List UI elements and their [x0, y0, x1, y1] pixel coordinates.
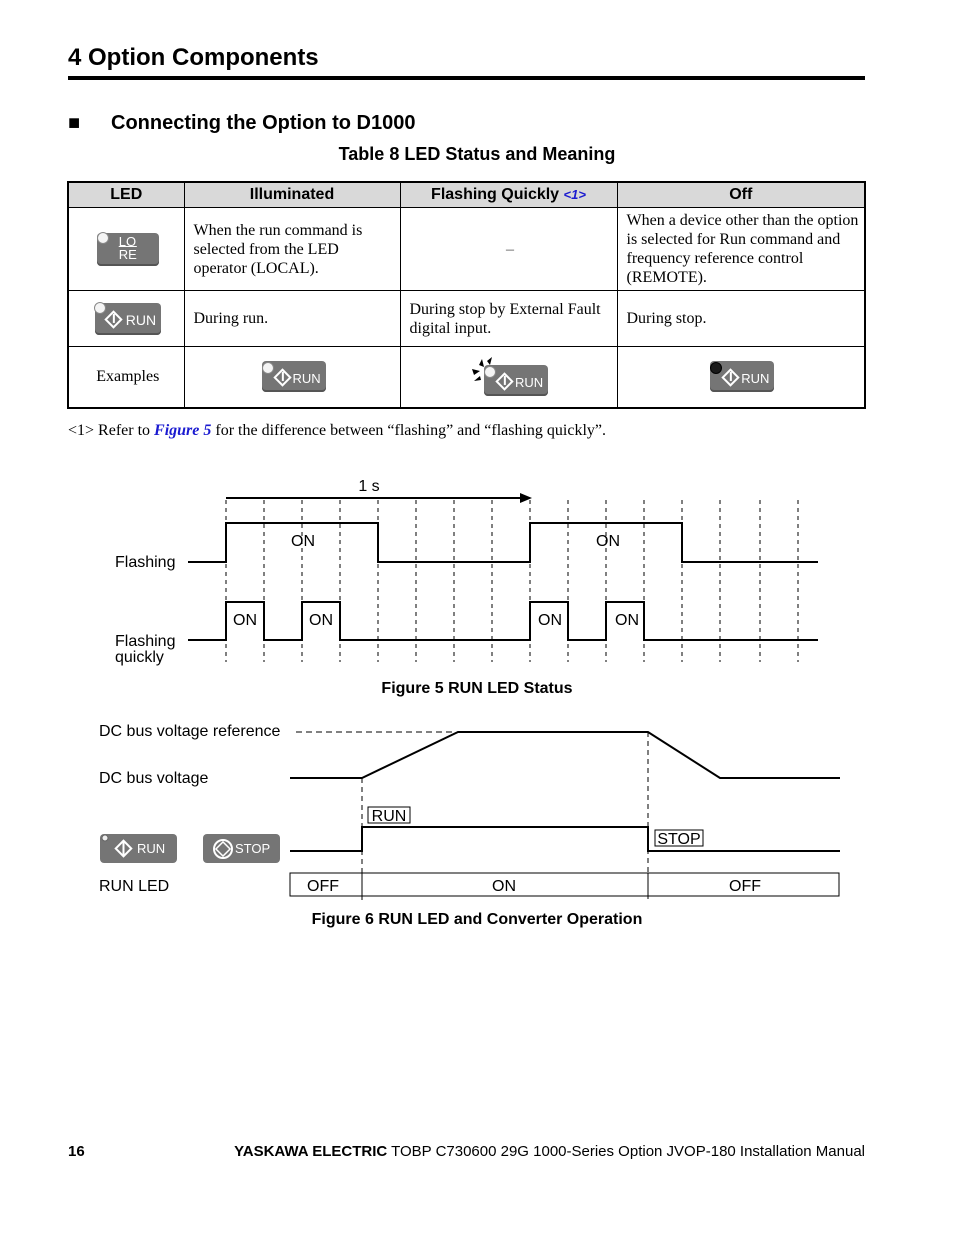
header-flashing-label: Flashing Quickly: [431, 186, 560, 203]
flashing-waveform: [188, 523, 818, 562]
run-label: RUN: [741, 371, 770, 387]
run-diamond-icon: [104, 310, 122, 328]
quick-label-line2: quickly: [115, 649, 164, 666]
cell-off: During stop.: [617, 291, 865, 347]
cell-off: When a device other than the option is selected for Run command and frequency reference control (REMOTE).: [617, 208, 865, 291]
voltage-label: DC bus voltage: [99, 770, 209, 787]
stop-tag: STOP: [657, 831, 701, 848]
cell-flashing: –: [400, 208, 617, 291]
figure5-caption: Figure 5 RUN LED Status: [381, 680, 573, 697]
on-label: ON: [596, 533, 620, 550]
quick-waveform: [188, 602, 818, 640]
cell-illuminated: During run.: [184, 291, 400, 347]
footer-manual: TOBP C730600 29G 1000-Series Option JVOP-180 Installation Manual: [387, 1143, 865, 1160]
footer-brand: YASKAWA ELECTRIC: [234, 1143, 388, 1160]
section-heading: [68, 112, 415, 135]
section-title: Connecting the Option to D1000: [111, 112, 416, 134]
footnote-prefix: <1> Refer to: [68, 422, 155, 439]
stop-button-image: [203, 834, 280, 863]
led-indicator-icon: [97, 232, 109, 244]
run-button-image: [95, 303, 161, 335]
time-gridlines: [226, 500, 798, 662]
on-label: ON: [291, 533, 315, 550]
figure6-diagram: [0, 715, 954, 905]
on-label: ON: [233, 612, 257, 629]
ref-label: DC bus voltage reference: [99, 723, 281, 740]
run-label: RUN: [515, 374, 544, 390]
stop-button-label: STOP: [235, 841, 271, 856]
run-button-image: [262, 361, 326, 392]
run-led-label: RUN LED: [99, 878, 170, 895]
lo-re-button-image: [97, 233, 159, 266]
lo-label: LO: [118, 233, 137, 249]
on-label: ON: [538, 612, 562, 629]
command-waveform: [290, 827, 840, 851]
table-row: [68, 291, 865, 347]
chapter-rule: [68, 76, 865, 80]
led-status-table: [67, 181, 866, 409]
examples-label: Examples: [68, 347, 184, 408]
led-cell-lore: [68, 208, 184, 291]
quick-label-line1: Flashing: [115, 633, 176, 650]
led-state-on: ON: [492, 878, 516, 895]
page-number: 16: [68, 1143, 85, 1160]
run-label: RUN: [292, 371, 321, 387]
footer-title: [234, 1143, 865, 1160]
footnote-suffix: for the difference between “flashing” and “flashing quickly”.: [211, 422, 607, 439]
cell-illuminated: When the run command is selected from the LED operator (LOCAL).: [184, 208, 400, 291]
run-label: RUN: [125, 311, 157, 328]
re-label: RE: [118, 246, 137, 262]
flashing-example: [470, 357, 550, 397]
header-off: Off: [617, 182, 865, 208]
voltage-waveform: [290, 732, 840, 778]
led-cell-run: [68, 291, 184, 347]
figure5-link[interactable]: Figure 5: [154, 422, 212, 439]
table-row: [68, 208, 865, 291]
footnote-ref-link[interactable]: <1>: [563, 187, 586, 202]
footnote: [68, 422, 606, 440]
run-button-label: RUN: [137, 841, 166, 856]
example-illuminated: [184, 347, 400, 408]
run-diamond-icon: [273, 369, 291, 387]
led-off-icon: [710, 362, 722, 374]
flash-burst-icon: [470, 357, 500, 387]
cell-flashing: During stop by External Fault digital input.: [400, 291, 617, 347]
run-tag: RUN: [371, 808, 407, 825]
led-state-off: OFF: [729, 878, 761, 895]
on-label: ON: [615, 612, 639, 629]
figure5-timing-diagram: [0, 470, 954, 670]
flashing-label: Flashing: [115, 554, 176, 571]
led-lit-icon: [262, 362, 274, 374]
section-marker: ■: [68, 112, 81, 134]
led-state-off: OFF: [307, 878, 339, 895]
table-caption: Table 8 LED Status and Meaning: [338, 144, 616, 164]
header-led: LED: [68, 182, 184, 208]
run-diamond-icon: [722, 369, 740, 387]
run-button-image: [100, 834, 177, 863]
example-off: [617, 347, 865, 408]
led-indicator-icon: [94, 302, 106, 314]
example-flashing: [400, 347, 617, 408]
table-header-row: [68, 182, 865, 208]
table-row: [68, 347, 865, 408]
header-flashing: [400, 182, 617, 208]
on-label: ON: [309, 612, 333, 629]
header-illuminated: Illuminated: [184, 182, 400, 208]
period-label: 1 s: [358, 478, 380, 495]
chapter-title: 4 Option Components: [68, 44, 319, 71]
run-button-image: [710, 361, 774, 392]
figure6-caption: Figure 6 RUN LED and Converter Operation: [311, 911, 643, 928]
